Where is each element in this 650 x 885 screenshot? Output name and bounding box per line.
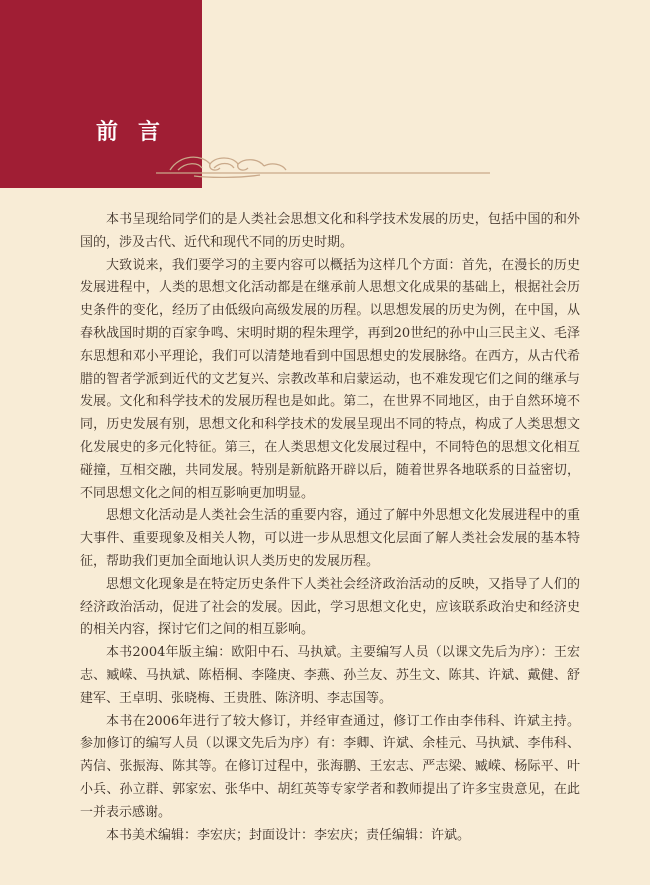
paragraph: 本书在2006年进行了较大修订，并经审查通过，修订工作由李伟科、许斌主持。参加修订的编写人员（以课文先后为序）有：李卿、许斌、余桂元、马执斌、李伟科、芮信、张振海、陈其等。在修订过程中，张海鹏、王宏志、严志梁、臧嵘、杨际平、叶小兵、孙立群、郭家宏、张华中、胡红英等专家学者和教师提出了许多宝贵意见，在此一并表示感谢。 bbox=[80, 713, 580, 820]
paragraph: 本书美术编辑：李宏庆；封面设计：李宏庆；责任编辑：许斌。 bbox=[106, 827, 471, 843]
cloud-scroll-ornament-icon bbox=[150, 140, 490, 180]
paragraph: 本书呈现给同学们的是人类社会思想文化和科学技术发展的历史，包括中国的和外国的，涉及古代、近代和现代不同的历史时期。 bbox=[80, 212, 580, 250]
paragraph: 思想文化活动是人类社会生活的重要内容，通过了解中外思想文化发展进程中的重大事件、重要现象及相关人物，可以进一步从思想文化层面了解人类社会发展的基本特征，帮助我们更加全面地认识人类历史的发展历程。 bbox=[80, 508, 580, 569]
preface-body bbox=[80, 209, 580, 847]
paragraph: 本书2004年版主编：欧阳中石、马执斌。主要编写人员（以课文先后为序）：王宏志、臧嵘、马执斌、陈梧桐、李隆庚、李燕、孙兰友、苏生文、陈其、许斌、戴健、舒建军、王卓明、张晓梅、王贵胜、陈济明、李志国等。 bbox=[80, 645, 580, 706]
paragraph: 思想文化现象是在特定历史条件下人类社会经济政治活动的反映，又指导了人们的经济政治活动，促进了社会的发展。因此，学习思想文化史，应该联系政治史和经济史的相关内容，探讨它们之间的相互影响。 bbox=[80, 576, 580, 638]
paragraph: 大致说来，我们要学习的主要内容可以概括为这样几个方面：首先，在漫长的历史发展进程中，人类的思想文化活动都是在继承前人思想文化成果的基础上，根据社会历史条件的变化，经历了由低级向高级发展的历程。以思想发展的历史为例，在中国，从春秋战国时期的百家争鸣、宋明时期的程朱理学，再到20世纪的孙中山三民主义、毛泽东思想和邓小平理论，我们可以清楚地看到中国思想史的发展脉络。在西方，从古代希腊的智者学派到近代的文艺复兴、宗教改革和启蒙运动，也不难发现它们之间的继承与发展。文化和科学技术的发展历程也是如此。第二，在世界不同地区，由于自然环境不同，历史发展有别，思想文化和科学技术的发展呈现出不同的特点，构成了人类思想文化发展史的多元化特征。第三，在人类思想文化发展过程中，不同特色的思想文化相互碰撞，互相交融，共同发展。特别是新航路开辟以后，随着世界各地联系的日益密切，不同思想文化之间的相互影响更加明显。 bbox=[80, 257, 580, 501]
page-title: 前言 bbox=[96, 119, 181, 145]
